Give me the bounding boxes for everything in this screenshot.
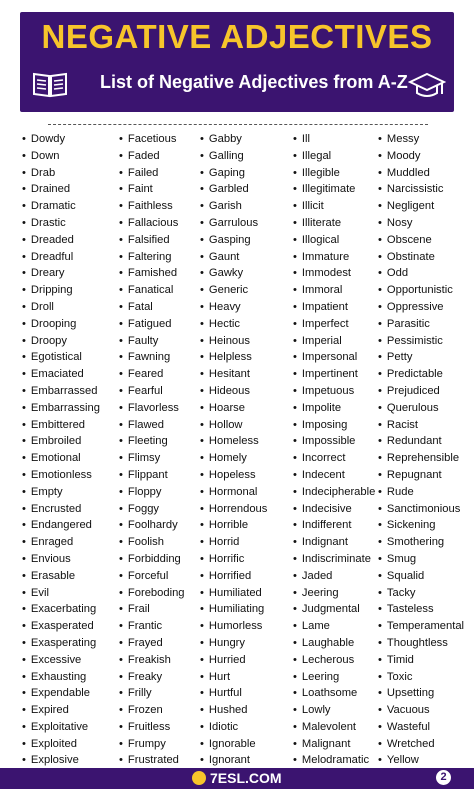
adjective-item: • Ill <box>293 131 375 148</box>
adjective-item: • Down <box>22 148 100 165</box>
adjective-item: • Heinous <box>200 333 267 350</box>
adjective-item: • Erasable <box>22 568 100 585</box>
adjective-item: • Embarrassed <box>22 383 100 400</box>
adjective-item: • Falsified <box>119 232 185 249</box>
adjective-item: • Faded <box>119 148 185 165</box>
adjective-item: • Drooping <box>22 316 100 333</box>
adjective-item: • Hormonal <box>200 484 267 501</box>
adjective-item: • Indifferent <box>293 517 375 534</box>
site-logo <box>192 770 282 786</box>
adjective-item: • Galling <box>200 148 267 165</box>
dashed-divider <box>48 124 428 125</box>
adjective-item: • Messy <box>378 131 464 148</box>
adjective-item: • Jaded <box>293 568 375 585</box>
adjective-item: • Hesitant <box>200 366 267 383</box>
adjective-item: • Freaky <box>119 669 185 686</box>
adjective-item: • Homeless <box>200 433 267 450</box>
adjective-item: • Empty <box>22 484 100 501</box>
adjective-item: • Moody <box>378 148 464 165</box>
adjective-item: • Rude <box>378 484 464 501</box>
adjective-item: • Horrified <box>200 568 267 585</box>
adjective-item: • Drained <box>22 181 100 198</box>
adjective-item: • Impetuous <box>293 383 375 400</box>
adjective-item: • Emotionless <box>22 467 100 484</box>
adjective-item: • Embroiled <box>22 433 100 450</box>
adjective-item: • Exasperating <box>22 635 100 652</box>
adjective-item: • Timid <box>378 652 464 669</box>
adjective-item: • Temperamental <box>378 618 464 635</box>
adjective-item: • Flippant <box>119 467 185 484</box>
adjective-item: • Homely <box>200 450 267 467</box>
adjective-item: • Freakish <box>119 652 185 669</box>
adjective-item: • Garrulous <box>200 215 267 232</box>
adjective-item: • Facetious <box>119 131 185 148</box>
adjective-item: • Immoral <box>293 282 375 299</box>
adjective-item: • Lame <box>293 618 375 635</box>
adjective-item: • Dowdy <box>22 131 100 148</box>
adjective-item: • Indecisive <box>293 501 375 518</box>
adjective-item: • Muddled <box>378 165 464 182</box>
adjective-item: • Ignorant <box>200 752 267 769</box>
adjective-item: • Predictable <box>378 366 464 383</box>
adjective-item: • Feared <box>119 366 185 383</box>
adjective-item: • Illiterate <box>293 215 375 232</box>
adjective-item: • Hurt <box>200 669 267 686</box>
adjective-item: • Foggy <box>119 501 185 518</box>
adjective-item: • Racist <box>378 417 464 434</box>
adjective-item: • Pessimistic <box>378 333 464 350</box>
adjective-item: • Sanctimonious <box>378 501 464 518</box>
adjective-item: • Embittered <box>22 417 100 434</box>
adjective-item: • Thoughtless <box>378 635 464 652</box>
adjective-item: • Drastic <box>22 215 100 232</box>
adjective-item: • Dreaded <box>22 232 100 249</box>
adjective-item: • Faithless <box>119 198 185 215</box>
adjective-item: • Evil <box>22 585 100 602</box>
adjective-item: • Enraged <box>22 534 100 551</box>
adjective-item: • Oppressive <box>378 299 464 316</box>
adjective-item: • Leering <box>293 669 375 686</box>
adjective-item: • Fallacious <box>119 215 185 232</box>
adjective-item: • Reprehensible <box>378 450 464 467</box>
adjective-item: • Repugnant <box>378 467 464 484</box>
adjective-item: • Smothering <box>378 534 464 551</box>
adjective-item: • Sickening <box>378 517 464 534</box>
adjective-item: • Garbled <box>200 181 267 198</box>
adjective-item: • Malevolent <box>293 719 375 736</box>
adjective-item: • Gabby <box>200 131 267 148</box>
adjective-item: • Flavorless <box>119 400 185 417</box>
adjective-item: • Parasitic <box>378 316 464 333</box>
adjective-item: • Explosive <box>22 752 100 769</box>
adjective-item: • Hushed <box>200 702 267 719</box>
adjective-item: • Hungry <box>200 635 267 652</box>
adjective-item: • Failed <box>119 165 185 182</box>
adjective-item: • Indecipherable <box>293 484 375 501</box>
adjective-item: • Encrusted <box>22 501 100 518</box>
adjective-item: • Illicit <box>293 198 375 215</box>
adjective-item: • Hollow <box>200 417 267 434</box>
page-title: NEGATIVE ADJECTIVES <box>41 18 433 55</box>
adjective-item: • Faulty <box>119 333 185 350</box>
adjective-item: • Obstinate <box>378 249 464 266</box>
adjective-item: • Impossible <box>293 433 375 450</box>
adjective-item: • Squalid <box>378 568 464 585</box>
adjective-item: • Impatient <box>293 299 375 316</box>
adjective-item: • Jeering <box>293 585 375 602</box>
adjective-item: • Horrible <box>200 517 267 534</box>
adjective-item: • Narcissistic <box>378 181 464 198</box>
adjective-item: • Hoarse <box>200 400 267 417</box>
adjective-item: • Excessive <box>22 652 100 669</box>
adjective-item: • Horrendous <box>200 501 267 518</box>
adjective-item: • Fatal <box>119 299 185 316</box>
adjective-item: • Vacuous <box>378 702 464 719</box>
adjective-item: • Exploited <box>22 736 100 753</box>
adjective-item: • Hideous <box>200 383 267 400</box>
adjective-item: • Droopy <box>22 333 100 350</box>
adjective-item: • Opportunistic <box>378 282 464 299</box>
adjective-item: • Dramatic <box>22 198 100 215</box>
adjective-item: • Gasping <box>200 232 267 249</box>
adjective-item: • Droll <box>22 299 100 316</box>
adjective-item: • Humiliated <box>200 585 267 602</box>
adjective-item: • Frayed <box>119 635 185 652</box>
adjective-item: • Embarrassing <box>22 400 100 417</box>
adjective-item: • Flawed <box>119 417 185 434</box>
footer-bar <box>0 768 474 789</box>
adjective-item: • Hurtful <box>200 685 267 702</box>
adjective-item: • Frail <box>119 601 185 618</box>
adjective-item: • Imposing <box>293 417 375 434</box>
adjective-item: • Loathsome <box>293 685 375 702</box>
adjective-item: • Impolite <box>293 400 375 417</box>
adjective-item: • Faltering <box>119 249 185 266</box>
adjective-item: • Fleeting <box>119 433 185 450</box>
adjective-item: • Foolish <box>119 534 185 551</box>
adjective-item: • Indecent <box>293 467 375 484</box>
adjective-item: • Imperial <box>293 333 375 350</box>
adjective-item: • Horrid <box>200 534 267 551</box>
adjective-item: • Humorless <box>200 618 267 635</box>
adjective-item: • Envious <box>22 551 100 568</box>
adjective-item: • Petty <box>378 349 464 366</box>
book-icon <box>32 70 68 98</box>
adjective-item: • Wasteful <box>378 719 464 736</box>
word-column-1 <box>22 131 100 769</box>
adjective-item: • Heavy <box>200 299 267 316</box>
adjective-item: • Tacky <box>378 585 464 602</box>
adjective-item: • Garish <box>200 198 267 215</box>
adjective-item: • Expired <box>22 702 100 719</box>
adjective-item: • Negligent <box>378 198 464 215</box>
adjective-item: • Expendable <box>22 685 100 702</box>
adjective-item: • Fawning <box>119 349 185 366</box>
adjective-item: • Drab <box>22 165 100 182</box>
adjective-item: • Dreadful <box>22 249 100 266</box>
word-column-2 <box>119 131 185 769</box>
adjective-item: • Gawky <box>200 265 267 282</box>
adjective-item: • Forbidding <box>119 551 185 568</box>
adjective-item: • Generic <box>200 282 267 299</box>
logo-icon <box>192 771 206 785</box>
adjective-item: • Egotistical <box>22 349 100 366</box>
adjective-item: • Hopeless <box>200 467 267 484</box>
adjective-item: • Smug <box>378 551 464 568</box>
adjective-item: • Frantic <box>119 618 185 635</box>
word-column-4 <box>293 131 375 769</box>
adjective-item: • Flimsy <box>119 450 185 467</box>
adjective-item: • Querulous <box>378 400 464 417</box>
adjective-item: • Malignant <box>293 736 375 753</box>
title-banner <box>20 12 454 112</box>
header <box>0 0 474 118</box>
adjective-item: • Immodest <box>293 265 375 282</box>
adjective-item: • Redundant <box>378 433 464 450</box>
adjective-item: • Indiscriminate <box>293 551 375 568</box>
adjective-item: • Upsetting <box>378 685 464 702</box>
adjective-item: • Immature <box>293 249 375 266</box>
adjective-item: • Foolhardy <box>119 517 185 534</box>
word-column-5 <box>378 131 464 769</box>
adjective-item: • Impertinent <box>293 366 375 383</box>
adjective-item: • Laughable <box>293 635 375 652</box>
adjective-item: • Obscene <box>378 232 464 249</box>
adjective-item: • Illogical <box>293 232 375 249</box>
adjective-item: • Hectic <box>200 316 267 333</box>
adjective-item: • Tasteless <box>378 601 464 618</box>
adjective-item: • Gaping <box>200 165 267 182</box>
adjective-item: • Idiotic <box>200 719 267 736</box>
page-subtitle: List of Negative Adjectives from A-Z <box>100 72 408 92</box>
adjective-item: • Melodramatic <box>293 752 375 769</box>
adjective-item: • Gaunt <box>200 249 267 266</box>
adjective-item: • Helpless <box>200 349 267 366</box>
adjective-item: • Humiliating <box>200 601 267 618</box>
page-number: 2 <box>436 770 451 785</box>
adjective-item: • Horrific <box>200 551 267 568</box>
adjective-item: • Endangered <box>22 517 100 534</box>
adjective-item: • Foreboding <box>119 585 185 602</box>
adjective-item: • Fruitless <box>119 719 185 736</box>
adjective-item: • Judgmental <box>293 601 375 618</box>
adjective-item: • Illegitimate <box>293 181 375 198</box>
adjective-item: • Ignorable <box>200 736 267 753</box>
adjective-item: • Dripping <box>22 282 100 299</box>
adjective-item: • Incorrect <box>293 450 375 467</box>
adjective-item: • Exploitative <box>22 719 100 736</box>
word-column-3 <box>200 131 267 769</box>
adjective-item: • Floppy <box>119 484 185 501</box>
adjective-item: • Illegal <box>293 148 375 165</box>
adjective-item: • Indignant <box>293 534 375 551</box>
adjective-item: • Exasperated <box>22 618 100 635</box>
adjective-item: • Prejudiced <box>378 383 464 400</box>
adjective-item: • Frilly <box>119 685 185 702</box>
adjective-item: • Famished <box>119 265 185 282</box>
adjective-item: • Dreary <box>22 265 100 282</box>
logo-text: 7ESL.COM <box>210 770 282 786</box>
adjective-item: • Frustrated <box>119 752 185 769</box>
adjective-item: • Lecherous <box>293 652 375 669</box>
adjective-item: • Frozen <box>119 702 185 719</box>
adjective-item: • Fanatical <box>119 282 185 299</box>
graduation-cap-icon <box>408 72 446 100</box>
adjective-item: • Lowly <box>293 702 375 719</box>
adjective-item: • Fearful <box>119 383 185 400</box>
adjective-item: • Illegible <box>293 165 375 182</box>
adjective-item: • Emaciated <box>22 366 100 383</box>
adjective-item: • Nosy <box>378 215 464 232</box>
adjective-item: • Hurried <box>200 652 267 669</box>
adjective-item: • Fatigued <box>119 316 185 333</box>
adjective-item: • Exacerbating <box>22 601 100 618</box>
adjective-item: • Faint <box>119 181 185 198</box>
adjective-item: • Exhausting <box>22 669 100 686</box>
adjective-item: • Forceful <box>119 568 185 585</box>
adjective-item: • Emotional <box>22 450 100 467</box>
adjective-item: • Toxic <box>378 669 464 686</box>
adjective-item: • Frumpy <box>119 736 185 753</box>
adjective-item: • Impersonal <box>293 349 375 366</box>
adjective-item: • Odd <box>378 265 464 282</box>
adjective-item: • Imperfect <box>293 316 375 333</box>
adjective-item: • Yellow <box>378 752 464 769</box>
adjective-item: • Wretched <box>378 736 464 753</box>
